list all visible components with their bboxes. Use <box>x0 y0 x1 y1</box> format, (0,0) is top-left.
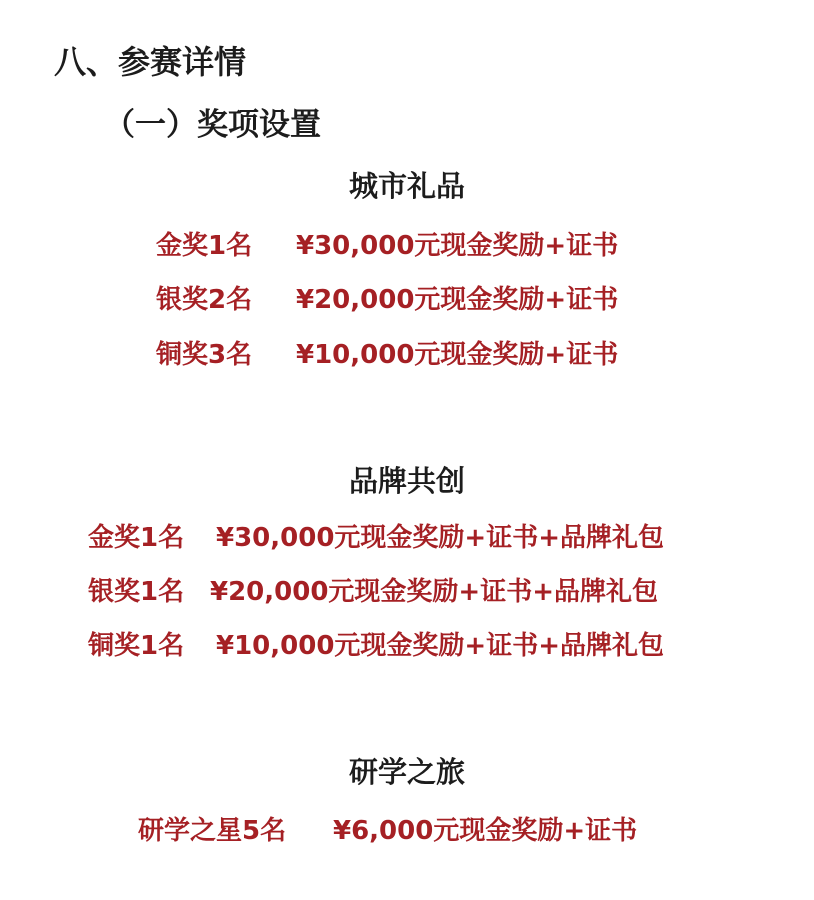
award-rank: 铜奖3名 <box>156 340 253 370</box>
award-prize: ¥6,000元现金奖励+证书 <box>333 816 638 846</box>
award-row <box>156 337 619 373</box>
award-row <box>88 574 658 610</box>
award-rank: 银奖2名 <box>156 285 253 315</box>
award-prize: ¥30,000元现金奖励+证书+品牌礼包 <box>216 523 664 553</box>
award-row <box>156 228 619 264</box>
award-prize: ¥30,000元现金奖励+证书 <box>296 231 619 261</box>
award-prize: ¥10,000元现金奖励+证书 <box>296 340 619 370</box>
award-rank: 金奖1名 <box>88 523 185 553</box>
award-rank: 金奖1名 <box>156 231 253 261</box>
award-prize: ¥20,000元现金奖励+证书 <box>296 285 619 315</box>
award-row <box>88 628 664 664</box>
award-prize: ¥10,000元现金奖励+证书+品牌礼包 <box>216 631 664 661</box>
category-title-city-gift: 城市礼品 <box>348 169 465 203</box>
subsection-heading: （一）奖项设置 <box>104 107 321 143</box>
award-rank: 铜奖1名 <box>88 631 185 661</box>
award-rank: 研学之星5名 <box>138 816 287 846</box>
award-row <box>88 520 664 556</box>
category-title-study-tour: 研学之旅 <box>348 755 465 789</box>
section-heading: 八、参赛详情 <box>54 43 247 81</box>
award-prize: ¥20,000元现金奖励+证书+品牌礼包 <box>210 577 658 607</box>
award-row <box>138 813 638 849</box>
award-row <box>156 282 619 318</box>
award-rank: 银奖1名 <box>88 577 185 607</box>
category-title-brand-cocreation: 品牌共创 <box>348 464 465 498</box>
